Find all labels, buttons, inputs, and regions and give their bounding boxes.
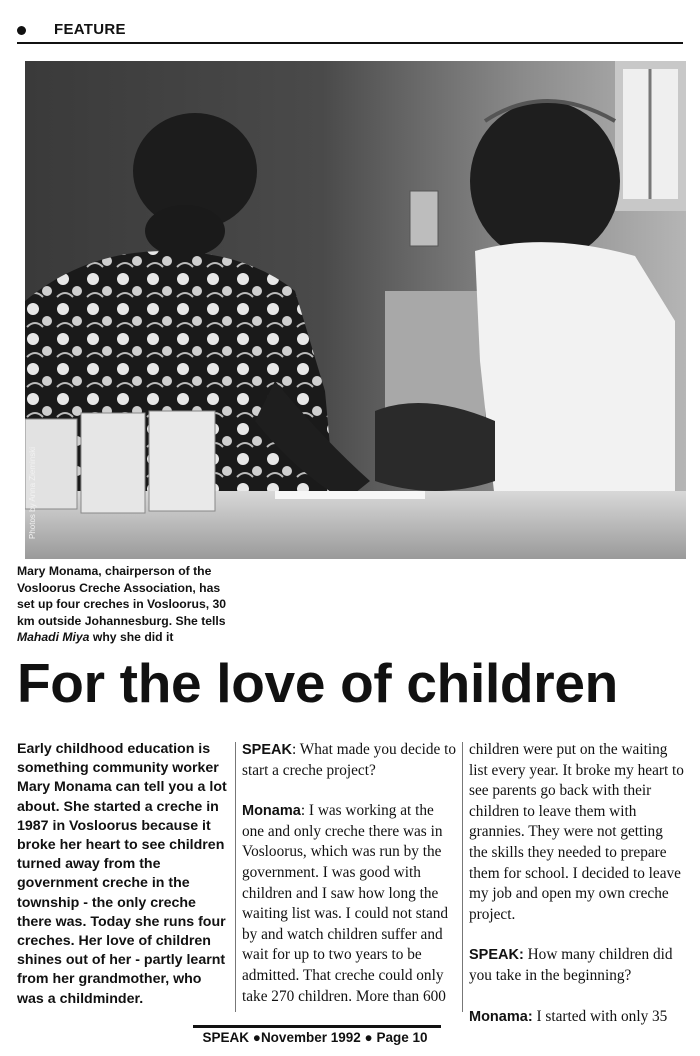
footer-page: Page 10 — [376, 1030, 428, 1045]
footer-date: November 1992 — [260, 1030, 361, 1045]
question-speaker: SPEAK — [242, 742, 292, 758]
photo-caption — [17, 563, 297, 646]
caption-line: km outside Johannesburg. She tells — [17, 613, 226, 628]
answer-2 — [469, 1007, 684, 1028]
caption-line: Mary Monama, chairperson of the — [17, 564, 212, 578]
answer-1-continued: children were put on the waiting list every year. It broke my heart to see parents go back with their children to leave them with grannies. They were not getting the skills they needed to prepare them for school. I decided to leave my job and open my own creche project. — [469, 741, 684, 923]
interview-column-2 — [469, 740, 684, 1027]
caption-line — [17, 629, 297, 646]
interview-column-1 — [242, 740, 457, 1007]
footer-dot: ● — [364, 1030, 373, 1045]
caption-tail: why she did it — [89, 630, 174, 644]
question-text: : What made you decide to start a creche project? — [242, 741, 457, 779]
column-divider — [462, 742, 463, 1012]
section-bullet — [17, 26, 26, 35]
question-speaker: SPEAK: — [469, 947, 524, 964]
feature-photo — [25, 61, 686, 559]
question-text: How many children did you take in the beginning? — [469, 946, 673, 984]
answer-speaker: Monama — [242, 803, 301, 820]
caption-line: set up four creches in Vosloorus, 30 — [17, 597, 227, 611]
question-2 — [469, 945, 684, 986]
question-1 — [242, 740, 457, 781]
caption-line: Vosloorus Creche Association, has — [17, 580, 221, 595]
column-divider — [235, 742, 236, 1012]
page-footer — [0, 1030, 630, 1045]
answer-speaker: Monama: — [469, 1008, 533, 1025]
footer-publication: SPEAK — [202, 1030, 250, 1045]
answer-text: I started with only 35 — [532, 1007, 668, 1025]
photo-credit: Photos by Anna Zieminski — [28, 446, 37, 539]
caption-author: Mahadi Miya — [17, 630, 90, 644]
headline: For the love of children — [17, 652, 618, 714]
footer-rule — [193, 1025, 441, 1028]
answer-text: : I was working at the one and only creche there was in Vosloorus, which was run by the government. I was good with children and I saw how long the waiting list was. I could not stand by and watch children suffer and wait for up to two years to be admitted. That creche could only take 270 children. More than 600 — [242, 802, 449, 1005]
top-rule — [17, 42, 683, 44]
section-label: FEATURE — [54, 21, 126, 38]
intro-column — [17, 740, 232, 1009]
footer-dot: ● — [252, 1030, 261, 1045]
intro-paragraph: Early childhood education is something community worker Mary Monama can tell you a lot about. She started a creche in 1987 in Vosloorus because it broke her heart to see children turned away from the government creche in the township - the only creche there was. Today she runs four creches. Her love of children shines out of her - partly learnt from her grandmother, who was a childminder. — [17, 741, 227, 1007]
answer-1 — [242, 801, 457, 1007]
photo-illustration — [25, 61, 686, 559]
